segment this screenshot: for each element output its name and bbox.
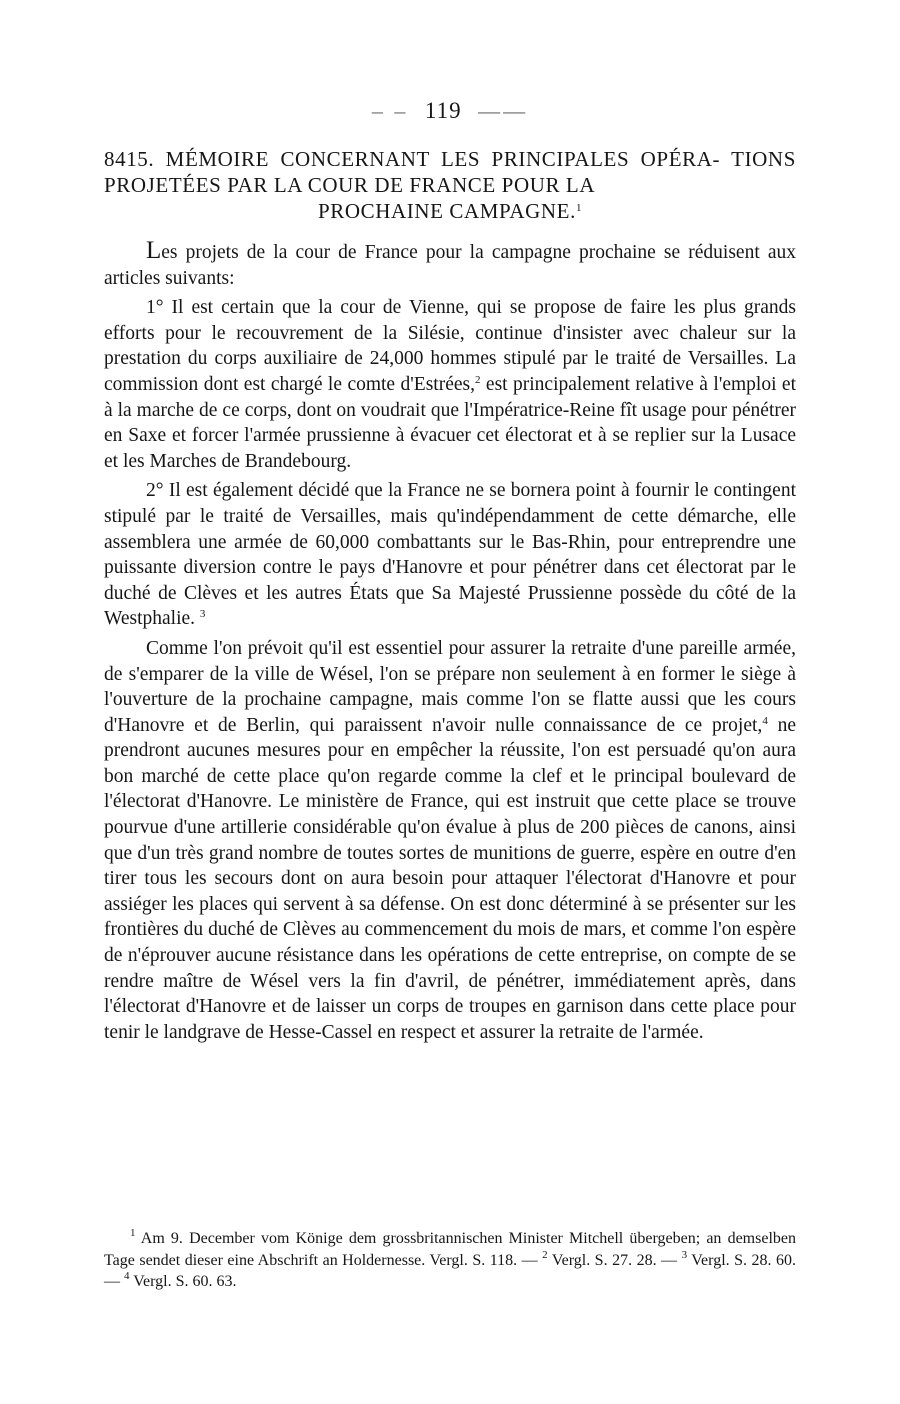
- paragraph-1-text-a: Il est certain que la cour de Vienne, qui se propose de faire les plus grands efforts pour le recouvrement de la Silésie, continue d'insister avec chaleur sur la prestation du corps auxiliaire de 24,000 hommes stipulé par le traité de Versailles. La commission dont est chargé le comte d'Estrées,: [104, 297, 797, 395]
- footnote-2-mark: 2: [542, 1248, 548, 1261]
- footnote-ref-3: 3: [199, 608, 206, 621]
- footnote-1-text: Am 9. December vom Könige dem grossbritannischen Minister Mitchell übergeben; an demselben Tage sendet dieser eine Abschrift an Holdernesse. Vergl. S. 118. —: [104, 1230, 797, 1269]
- header-dashes-right: ——: [478, 98, 529, 123]
- footnote-1-mark: 1: [130, 1227, 136, 1239]
- paragraph-1: [104, 295, 796, 474]
- page-number: 119: [424, 98, 462, 123]
- footnotes: [104, 1228, 796, 1293]
- footnote-ref-4: 4: [762, 714, 768, 727]
- title-line-3-wrapper: [104, 198, 796, 224]
- footnote-4-text: Vergl. S. 60. 63.: [133, 1273, 237, 1290]
- paragraph-2-marker: 2°: [146, 480, 164, 502]
- footnote-ref-2: 2: [474, 373, 481, 386]
- document-body: [104, 238, 796, 1049]
- document-number: 8415.: [104, 147, 155, 171]
- title-line-3: PROCHAINE CAMPAGNE.: [317, 199, 576, 223]
- header-dashes-left: – –: [371, 98, 409, 123]
- page-header: [0, 98, 900, 124]
- paragraph-3-text-a: Comme l'on prévoit qu'il est essentiel pour assurer la retraite d'une pareille armée, de s'emparer de la ville de Wésel, l'on se prépare non seulement à en former le siège à l'ouverture de la prochaine campagne, mais comme l'on se flatte aussi que les cours d'Hanovre et de Berlin, qui paraissent n'avoir nulle connaissance de ce projet,: [104, 637, 796, 736]
- paragraph-1-text-b: est principalement relative à l'emploi et à la marche de ce corps, dont on voudrait que l'Impératrice-Reine fît usage pour pénétrer en Saxe et forcer l'armée prussienne à évacuer cet électorat et à se replier sur la Lusace et les Marches de Brandebourg.: [104, 373, 796, 472]
- title-footnote-ref: 1: [575, 202, 583, 214]
- paragraph-2-text: Il est également décidé que la France ne se bornera point à fournir le contingent stipulé par le traité de Versailles, mais qu'indépendamment de cette démarche, elle assemblera une armée de 60,000 combattants sur le Bas-Rhin, pour entreprendre une puissante diversion contre le pays d'Hanovre et pour pénétrer dans cet électorat par le duché de Clèves et les autres États que Sa Majesté Prussienne possède du côté de la Westphalie.: [104, 480, 796, 630]
- footnote-2-text: Vergl. S. 27. 28. —: [551, 1251, 678, 1269]
- paragraph-1-marker: 1°: [146, 297, 164, 319]
- paragraph-2: [104, 478, 796, 632]
- title-line-2: TIONS PROJETÉES PAR LA COUR DE FRANCE POUR LA: [104, 147, 796, 197]
- footnote-3-text: Vergl. S. 28. 60. —: [104, 1251, 797, 1290]
- paragraph-3: [104, 636, 796, 1046]
- footnote-4-mark: 4: [124, 1270, 130, 1282]
- paragraph-3-text-b: ne prendront aucunes mesures pour en empêcher la réussite, l'on est persuadé qu'on aura bon marché de cette place qu'on regarde comme la clef et le principal boulevard de l'électorat d'Hanovre. Le ministère de France, qui est instruit que cette place se trouve pourvue d'une artillerie considérable qu'on évalue à plus de 200 pièces de canons, ainsi que d'un très grand nombre de toutes sortes de munitions de guerre, espère en outre d'en tirer tous les secours dont on aura besoin pour attaquer l'électorat d'Hanovre et pour assiéger les places qui servent à sa défense. On est donc déterminé à se présenter sur les frontières du duché de Clèves au commencement du mois de mars, et comme l'on espère de n'éprouver aucune résistance dans les opérations de cette entreprise, on compte de se rendre maître de Wésel vers la fin d'avril, de pénétrer, immédiatement après, dans l'électorat d'Hanovre et de laisser un corps de troupes en garnison dans cette place pour tenir le landgrave de Hesse-Cassel en respect et assurer la retraite de l'armée.: [104, 714, 797, 1043]
- footnote-block: [104, 1228, 796, 1293]
- document-title: [104, 146, 796, 224]
- paragraph-intro: Les projets de la cour de France pour la campagne prochaine se réduisent aux articles suivants:: [104, 237, 796, 289]
- title-line-1: MÉMOIRE CONCERNANT LES PRINCIPALES OPÉRA-: [165, 147, 721, 171]
- footnote-3-mark: 3: [681, 1248, 688, 1261]
